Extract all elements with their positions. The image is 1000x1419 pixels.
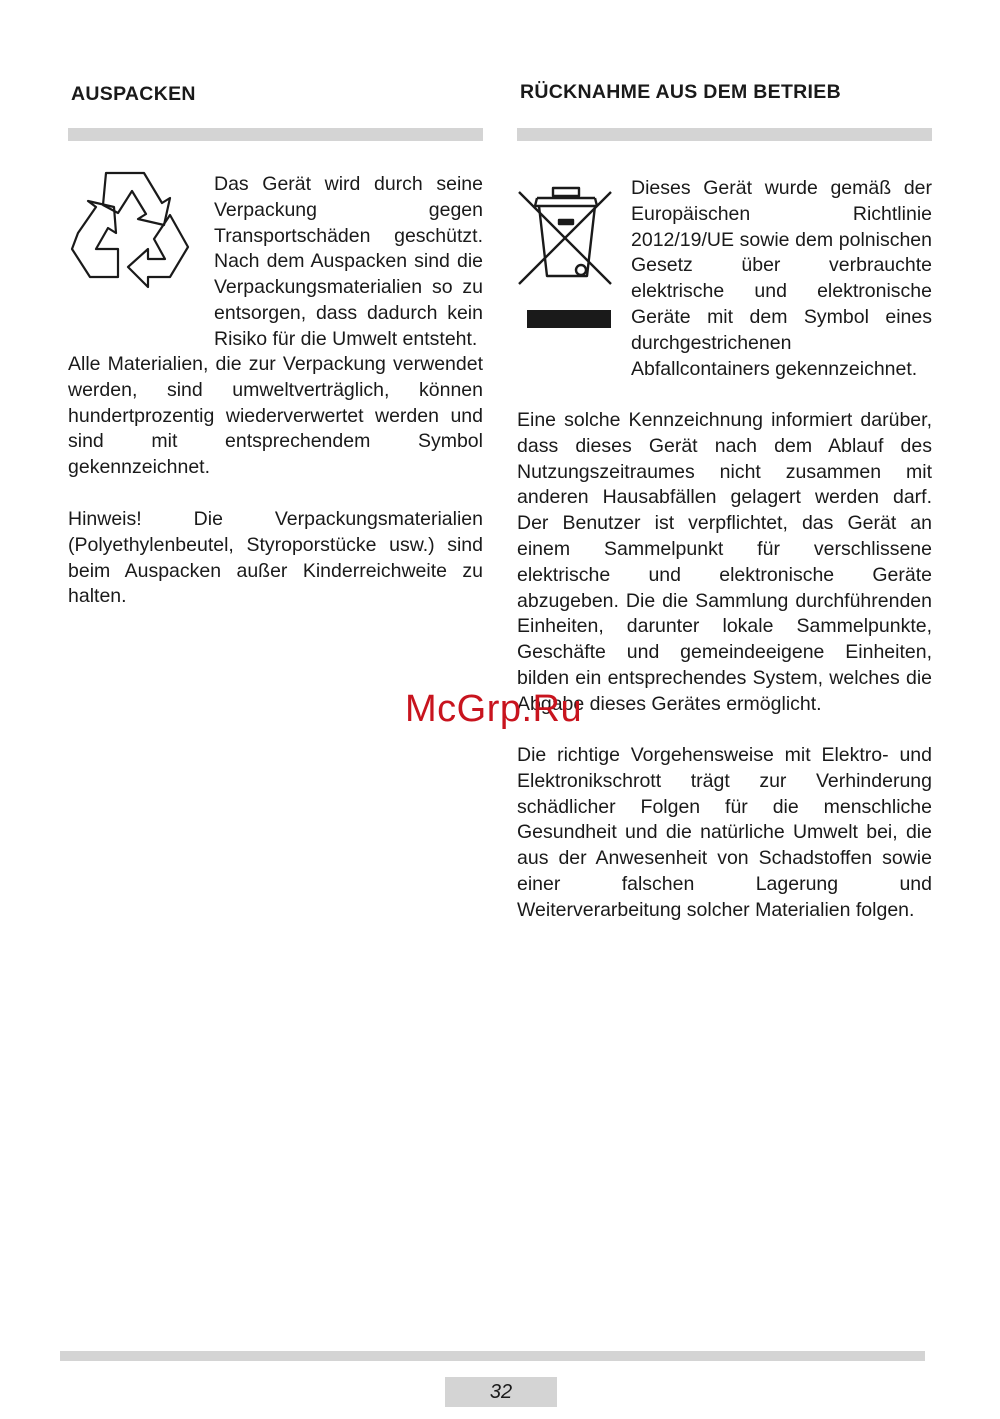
right-marking-paragraph bbox=[517, 408, 932, 718]
bin-spacer bbox=[506, 176, 631, 388]
page-number: 32 bbox=[445, 1377, 557, 1407]
left-materials-paragraph bbox=[68, 352, 483, 481]
right-marking-text: Eine solche Kennzeichnung informiert darüber, dass dieses Gerät nach dem Ablauf des Nutzungszeitraumes nicht zusammen mit anderen Hausabfällen gelagert werden darf. Der Benutzer ist verpflichtet, das Gerät an einem Sammelpunkt für verschlissene elektrische und elektronische Geräte abzugeben. Die die Sammlung durchführenden Einheiten, darunter lokale Sammelpunkte, Geschäfte und gemeindeeigene Einheiten, bilden ein entsprechendes System, welches die Abgabe dieses Gerätes ermöglicht. bbox=[517, 409, 932, 715]
right-heading-bar bbox=[517, 128, 932, 141]
right-handling-paragraph bbox=[517, 743, 932, 924]
right-intro-paragraph bbox=[506, 176, 932, 388]
left-note-paragraph bbox=[68, 507, 483, 610]
left-intro-text: Das Gerät wird durch seine Verpackung gegen Transportschäden geschützt. Nach dem Auspacken sind die Verpackungsmaterialien so zu entsorgen, dass dadurch kein Risiko für die Umwelt entsteht. bbox=[214, 173, 483, 350]
left-intro-paragraph bbox=[68, 172, 483, 353]
left-note-text: Hinweis! Die Verpackungsmaterialien (Polyethylenbeutel, Styroporstücke usw.) sind beim Auspacken außer Kinderreichweite zu halten. bbox=[68, 508, 483, 608]
right-intro-text: Dieses Gerät wurde gemäß der Europäischen Richtlinie 2012/19/UE sowie dem polnischen Gesetz über verbrauchte elektrische und elektronische Geräte mit dem Symbol eines durchgestrichenen Abfallcontainers gekennzeichnet. bbox=[631, 177, 932, 380]
left-heading: AUSPACKEN bbox=[71, 83, 196, 105]
footer-bar bbox=[60, 1351, 925, 1361]
icon-spacer bbox=[68, 172, 214, 342]
right-handling-text: Die richtige Vorgehensweise mit Elektro- und Elektronikschrott trägt zur Verhinderung schädlicher Folgen für die menschliche Gesundheit und die natürliche Umwelt bei, die aus der Anwesenheit von Schadstoffen sowie einer falschen Lagerung und Weiterverarbeitung solcher Materialien folgen. bbox=[517, 744, 932, 921]
watermark: McGrp.Ru bbox=[405, 688, 583, 730]
right-heading: RÜCKNAHME AUS DEM BETRIEB bbox=[520, 81, 841, 103]
left-heading-bar bbox=[68, 128, 483, 141]
left-materials-text: Alle Materialien, die zur Verpackung verwendet werden, sind umweltverträglich, können hundertprozentig wiederverwertet werden und sind mit entsprechendem Symbol gekennzeichnet. bbox=[68, 353, 483, 479]
